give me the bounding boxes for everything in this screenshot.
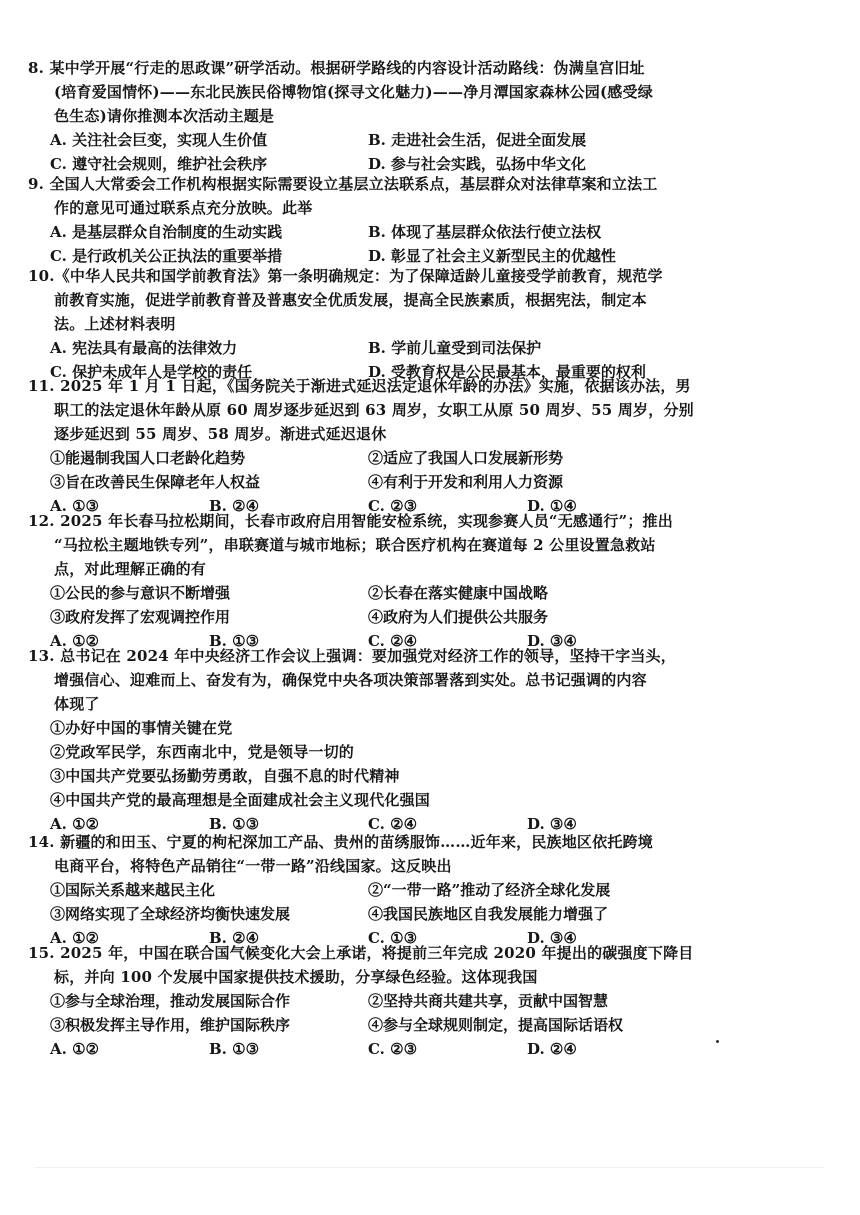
- option-a: A. 是基层群众自治制度的生动实践: [50, 223, 283, 241]
- option-c: C. 保护未成年人是学校的责任: [50, 363, 253, 381]
- choice-a: A. ①②: [50, 815, 99, 833]
- question-stem-line: 前教育实施，促进学前教育普及普惠安全优质发展，提高全民族素质，根据宪法，制定本: [54, 291, 647, 309]
- statement-row: [28, 989, 828, 1013]
- statement-row: [28, 878, 828, 902]
- question-stem-line: 法。上述材料表明: [54, 315, 176, 333]
- statement-3: ③政府发挥了宏观调控作用: [50, 608, 231, 626]
- question-stem-line: “马拉松主题地铁专列”，串联赛道与城市地标；联合医疗机构在赛道每 2 公里设置急救站: [54, 536, 656, 554]
- statement-2: ②党政军民学，东西南北中，党是领导一切的: [50, 743, 355, 761]
- choice-c: C. ②③: [368, 1040, 418, 1058]
- question-stem-line: 9. 全国人大常委会工作机构根据实际需要设立基层立法联系点，基层群众对法律草案和立法工: [28, 175, 658, 193]
- bottom-divider: [35, 1167, 825, 1168]
- statement-row: [28, 470, 828, 494]
- choice-a: A. ①②: [50, 929, 99, 947]
- statement-4: ④中国共产党的最高理想是全面建成社会主义现代化强国: [50, 791, 431, 809]
- choice-a: A. ①②: [50, 1040, 99, 1058]
- choice-a: A. ①③: [50, 497, 99, 515]
- question-stem-line: 电商平台，将特色产品销往“一带一路”沿线国家。这反映出: [54, 857, 452, 875]
- choice-d: D. ②④: [527, 1040, 577, 1058]
- choice-d: D. ①④: [527, 497, 577, 515]
- option-b: B. 走进社会生活，促进全面发展: [368, 131, 587, 149]
- choice-row: [28, 1037, 828, 1061]
- question-stem-line: 14. 新疆的和田玉、宁夏的枸杞深加工产品、贵州的苗绣服饰……近年来，民族地区依托跨境: [28, 833, 653, 851]
- statement-row: [28, 902, 828, 926]
- statement-1: ①参与全球治理，推动发展国际合作: [50, 992, 291, 1010]
- statement-3: ③积极发挥主导作用，维护国际秩序: [50, 1016, 291, 1034]
- question-stem-line: 体现了: [54, 695, 100, 713]
- question-stem-line: 色生态)请你推测本次活动主题是: [54, 107, 275, 125]
- statement-2: ②适应了我国人口发展新形势: [368, 449, 564, 467]
- question-14: [28, 830, 828, 950]
- question-12: [28, 509, 828, 653]
- statement-row: [28, 1013, 828, 1037]
- option-row: [28, 128, 828, 152]
- statement-2: ②“一带一路”推动了经济全球化发展: [368, 881, 611, 899]
- option-c: C. 是行政机关公正执法的重要举措: [50, 247, 283, 265]
- question-stem-line: 增强信心、迎难而上、奋发有为，确保党中央各项决策部署落到实处。总书记强调的内容: [54, 671, 647, 689]
- question-stem-line: 15. 2025 年，中国在联合国气候变化大会上承诺，将提前三年完成 2020 年提出的碳强度下降目: [28, 944, 694, 962]
- question-11: [28, 374, 828, 518]
- statement-4: ④有利于开发和利用人力资源: [368, 473, 564, 491]
- option-b: B. 学前儿童受到司法保护: [368, 339, 542, 357]
- choice-b: B. ①③: [209, 1040, 260, 1058]
- option-row: [28, 220, 828, 244]
- statement-4: ④我国民族地区自我发展能力增强了: [368, 905, 609, 923]
- question-15: [28, 941, 828, 1061]
- question-stem-line: 13. 总书记在 2024 年中央经济工作会议上强调：要加强党对经济工作的领导，坚持干字当头，: [28, 647, 676, 665]
- option-row: [28, 336, 828, 360]
- choice-c: C. ②④: [368, 815, 418, 833]
- statement-4: ④政府为人们提供公共服务: [368, 608, 549, 626]
- option-c: C. 遵守社会规则，维护社会秩序: [50, 155, 268, 173]
- statement-2: ②坚持共商共建共享，贡献中国智慧: [368, 992, 609, 1010]
- question-stem-line: 标，并向 100 个发展中国家提供技术援助，分享绿色经验。这体现我国: [54, 968, 538, 986]
- choice-b: B. ①③: [209, 632, 260, 650]
- question-13: [28, 644, 828, 836]
- choice-d: D. ③④: [527, 815, 577, 833]
- question-stem-line: 作的意见可通过联系点充分放映。此举: [54, 199, 313, 217]
- statement-1: ①国际关系越来越民主化: [50, 881, 216, 899]
- question-stem-line: (培育爱国情怀)——东北民族民俗博物馆(探寻文化魅力)——净月潭国家森林公园(感受绿: [54, 83, 653, 101]
- option-d: D. 受教育权是公民最基本，最重要的权利: [368, 363, 646, 381]
- statement-3: ③中国共产党要弘扬勤劳勇敢，自强不息的时代精神: [50, 767, 400, 785]
- scan-speck: [716, 1040, 719, 1043]
- choice-c: C. ②③: [368, 497, 418, 515]
- statement-row: [28, 605, 828, 629]
- statement-1: ①公民的参与意识不断增强: [50, 584, 231, 602]
- option-d: D. 彰显了社会主义新型民主的优越性: [368, 247, 616, 265]
- statement-1: ①能遏制我国人口老龄化趋势: [50, 449, 246, 467]
- statement-2: ②长春在落实健康中国战略: [368, 584, 549, 602]
- statement-row: [28, 446, 828, 470]
- option-a: A. 关注社会巨变，实现人生价值: [50, 131, 268, 149]
- statement-1: ①办好中国的事情关键在党: [50, 719, 233, 737]
- statement-3: ③旨在改善民生保障老年人权益: [50, 473, 261, 491]
- choice-c: C. ①③: [368, 929, 418, 947]
- question-9: [28, 172, 828, 268]
- question-stem-line: 11. 2025 年 1 月 1 日起，《国务院关于渐进式延迟法定退休年龄的办法》实施，依据该办法，男: [28, 377, 691, 395]
- question-8: [28, 56, 828, 176]
- choice-b: B. ②④: [209, 497, 260, 515]
- statement-4: ④参与全球规则制定，提高国际话语权: [368, 1016, 624, 1034]
- choice-a: A. ①②: [50, 632, 99, 650]
- option-a: A. 宪法具有最高的法律效力: [50, 339, 238, 357]
- question-10: [28, 264, 828, 384]
- choice-c: C. ②④: [368, 632, 418, 650]
- question-stem-line: 8. 某中学开展“行走的思政课”研学活动。根据研学路线的内容设计活动路线：伪满皇宫旧址: [28, 59, 645, 77]
- choice-d: D. ③④: [527, 632, 577, 650]
- choice-d: D. ③④: [527, 929, 577, 947]
- option-b: B. 体现了基层群众依法行使立法权: [368, 223, 602, 241]
- question-stem-line: 10.《中华人民共和国学前教育法》第一条明确规定：为了保障适龄儿童接受学前教育，规范学: [28, 267, 663, 285]
- statement-row: [28, 581, 828, 605]
- choice-b: B. ①③: [209, 815, 260, 833]
- question-stem-line: 逐步延迟到 55 周岁、58 周岁。渐进式延迟退休: [54, 425, 387, 443]
- question-stem-line: 职工的法定退休年龄从原 60 周岁逐步延迟到 63 周岁，女职工从原 50 周岁、55 周岁，分别: [54, 401, 694, 419]
- question-stem-line: 点，对此理解正确的有: [54, 560, 207, 578]
- statement-3: ③网络实现了全球经济均衡快速发展: [50, 905, 291, 923]
- option-d: D. 参与社会实践，弘扬中华文化: [368, 155, 586, 173]
- question-stem-line: 12. 2025 年长春马拉松期间，长春市政府启用智能安检系统，实现参赛人员“无感通行”；推出: [28, 512, 673, 530]
- choice-b: B. ②④: [209, 929, 260, 947]
